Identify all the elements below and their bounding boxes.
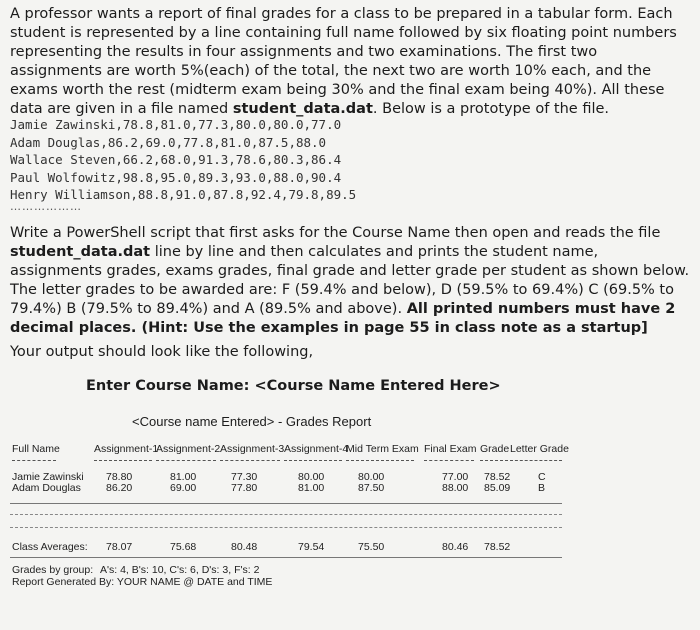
report-footer: Report Generated By: YOUR NAME @ DATE and TIME [12, 576, 273, 588]
header-assignment-4: Assignment-4 [284, 443, 349, 455]
header-underline [156, 460, 216, 461]
intro-filename: student_data.dat [232, 101, 373, 117]
header-underline [424, 460, 474, 461]
report-title: <Course name Entered> - Grades Report [132, 414, 372, 429]
file-line: Jamie Zawinski,78.8,81.0,77.3,80.0,80.0,77.0 [10, 117, 342, 132]
row-2-a3: 77.80 [231, 482, 258, 494]
groups-value: A's: 4, B's: 10, C's: 6, D's: 3, F's: 2 [100, 564, 260, 576]
row-2-grade: 85.09 [484, 482, 511, 494]
header-underline [346, 460, 414, 461]
header-underline [510, 460, 562, 461]
file-line: Paul Wolfowitz,98.8,95.0,89.3,93.0,88.0,90.4 [10, 169, 342, 185]
average-a2: 75.68 [170, 541, 197, 553]
average-a4: 79.54 [298, 541, 325, 553]
header-assignment-1: Assignment-1 [94, 443, 159, 455]
groups-label: Grades by group: [12, 564, 94, 576]
row-2-mid: 87.50 [358, 482, 385, 494]
intro-paragraph: A professor wants a report of final grades for a class to be prepared in a tabular form. Each student is represented by a line containing full name followed by six floating point numbers representing the results in four assignments and two examinations. The first two assignments are worth 5%(each) of the total, the next two are worth 10% each, and the exams worth the rest (midterm exam being 30% and the final exam being 40%). All these data are given in a file named student_data.dat. Below is a prototype of the file. [10, 6, 677, 117]
average-mid: 75.50 [358, 541, 385, 553]
file-line: Adam Douglas,86.2,69.0,77.8,81.0,87.5,88.0 [10, 134, 327, 150]
separator-dashed [10, 527, 562, 528]
row-2-final: 88.00 [442, 482, 469, 494]
average-final: 80.46 [442, 541, 469, 553]
header-full-name: Full Name [12, 443, 60, 455]
header-final-exam: Final Exam [424, 443, 477, 455]
row-1-a1: 78.80 [106, 471, 133, 483]
row-2-a1: 86.20 [106, 482, 133, 494]
row-1-a4: 80.00 [298, 471, 325, 483]
row-1-letter: C [538, 471, 546, 483]
header-assignment-3: Assignment-3 [220, 443, 285, 455]
averages-label: Class Averages: [12, 541, 88, 553]
header-underline [480, 460, 508, 461]
header-underline [284, 460, 342, 461]
file-prototype [10, 116, 356, 204]
row-1-mid: 80.00 [358, 471, 385, 483]
task-paragraph: Write a PowerShell script that first asks for the Course Name then open and reads the file student_data.dat line by line and then calculates and prints the student name, assignments grades, exams grades, final grade and letter grade per student as shown below. The letter grades to be awarded are: F (59.4% and below), D (59.5% to 69.4%) C (69.5% to 79.4%) B (79.5% to 89.4%) and A (89.5% and above). All printed numbers must have 2 decimal places. (Hint: Use the examples in page 55 in class note as a startup] [10, 225, 690, 336]
row-1-grade: 78.52 [484, 471, 511, 483]
row-2-letter: B [538, 482, 546, 494]
average-a3: 80.48 [231, 541, 258, 553]
header-mid-term: Mid Term Exam [346, 443, 419, 455]
row-1-a2: 81.00 [170, 471, 197, 483]
average-grade: 78.52 [484, 541, 511, 553]
row-1-final: 77.00 [442, 471, 469, 483]
course-prompt: Enter Course Name: <Course Name Entered Here> [86, 378, 501, 394]
row-2-a2: 69.00 [170, 482, 197, 494]
output-intro: Your output should look like the following, [10, 344, 314, 360]
row-2-name: Adam Douglas [12, 482, 81, 494]
average-a1: 78.07 [106, 541, 133, 553]
row-1-a3: 77.30 [231, 471, 258, 483]
header-grade: Grade [480, 443, 510, 455]
header-letter-grade: Letter Grade [510, 443, 569, 455]
header-underline [94, 460, 152, 461]
separator-line [10, 503, 562, 504]
row-2-a4: 81.00 [298, 482, 325, 494]
row-1-name: Jamie Zawinski [12, 471, 84, 483]
header-underline [12, 460, 56, 461]
header-assignment-2: Assignment-2 [156, 443, 221, 455]
separator-line [10, 557, 562, 558]
header-underline [220, 460, 280, 461]
file-line: Henry Williamson,88.8,91.0,87.8,92.4,79.8,89.5 [10, 187, 357, 203]
file-ellipsis: ……………… [10, 200, 82, 213]
separator-dashed [10, 514, 562, 515]
file-line: Wallace Steven,66.2,68.0,91.3,78.6,80.3,86.4 [10, 152, 342, 168]
